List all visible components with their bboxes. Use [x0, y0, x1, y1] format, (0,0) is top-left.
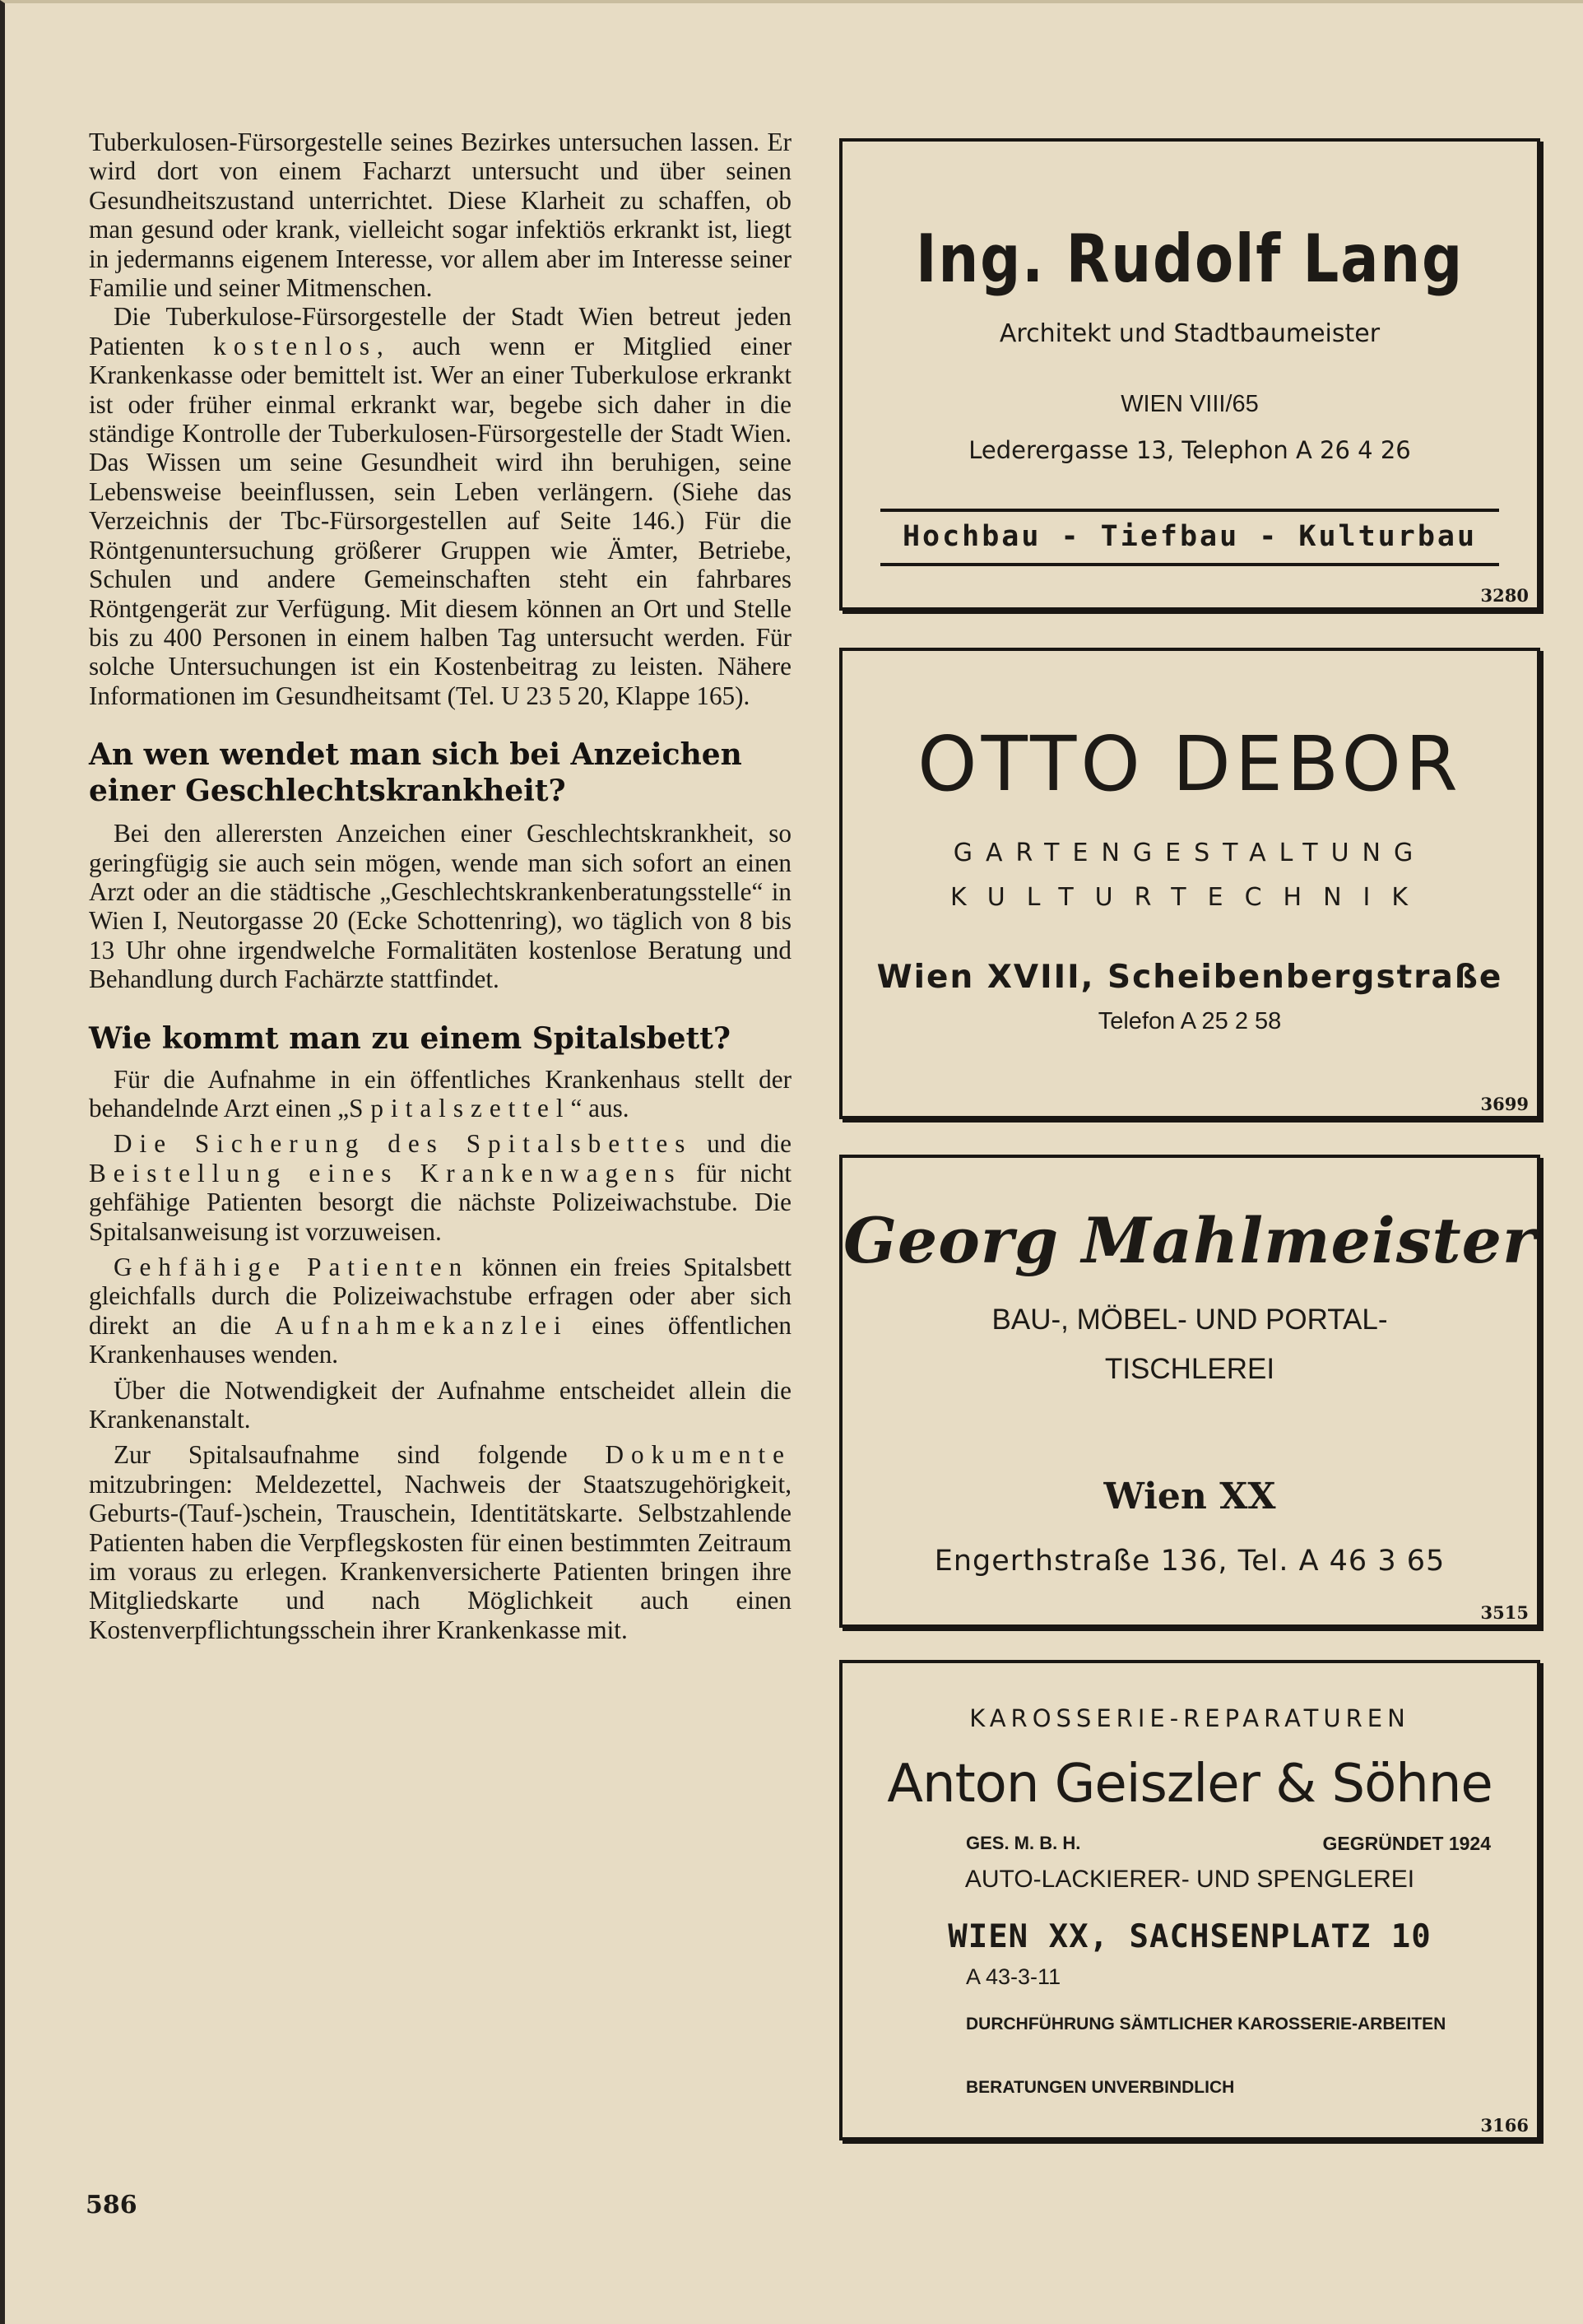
text: Für die Aufnahme in ein öffentliches Krankenhaus stellt der behandelnde Arzt einen „ — [89, 1064, 792, 1122]
ad-lang-address-district: WIEN VIII/65 — [1121, 391, 1259, 417]
ad-number: 3699 — [1480, 1094, 1529, 1114]
heading-hospital-bed: Wie kommt man zu einem Spitalsbett? — [89, 1020, 731, 1056]
ad-geiszler-phone: A 43-3-11 — [966, 1964, 1061, 1989]
ad-mahlmeister-trade-line1: BAU-, MÖBEL- UND PORTAL- — [991, 1304, 1388, 1336]
ad-lang-address-street: Lederergasse 13, Telephon A 26 4 26 — [968, 436, 1411, 464]
text: und die — [692, 1129, 792, 1159]
ad-debor-address: Wien XVIII, Scheibenbergstraße — [876, 959, 1503, 996]
ad-geiszler-advice: BERATUNGEN UNVERBINDLICH — [966, 2078, 1235, 2097]
ad-debor-culture: KULTURTECHNIK — [949, 883, 1430, 912]
emphasis-text: Beistellung eines Krankenwagens — [89, 1158, 682, 1188]
divider — [880, 563, 1499, 566]
ad-lang-name: Ing. Rudolf Lang — [916, 221, 1464, 297]
paragraph-tbc-intro: Tuberkulosen-Fürsorgestelle seines Bezirkes untersuchen lassen. Er wird dort von einem Facharzt untersucht und über seinen Gesundheitszustand unterrichtet. Diese Klarheit zu schaffen, ob man gesund oder krank, vielleicht sogar infektiös erkrankt ist, liegt in jedermanns eigenem Interesse, vor allem aber im Interesse seiner Familie und seiner Mitmenschen. — [89, 128, 792, 303]
text: , auch wenn er Mitglied einer Krankenkasse oder bemittelt ist. Wer an einer Tuberkulose erkrankt ist oder früher einmal erkrankt war, begebe sich daher in die ständige Kontrolle der Tuberkulosen-Fürsorgestelle der Stadt Wien. Das Wissen um seine Gesundheit wird ihn beruhigen, seine Lebensweise beeinflussen, sein Leben verlängern. (Siehe das Verzeichnis der Tbc-Fürsorgestellen auf Seite 146.) Für die Röntgenuntersuchung größerer Gruppen wie Ämter, Betriebe, Schulen und andere Gemeinschaften steht ein fahrbares Röntgengerät zur Verfügung. Mit diesem können an Ort und Stelle bis zu 400 Personen in einem halben Tag untersucht werden. Für solche Untersuchungen ist ein Kostenbeitrag zu leisten. Nähere Informationen im Gesundheitsamt (Tel. U 23 5 20, Klappe 165). — [89, 331, 792, 710]
ad-mahlmeister-trade-line2: TISCHLEREI — [1104, 1353, 1275, 1385]
ad-number: 3166 — [1480, 2115, 1529, 2136]
emphasis-text: Aufnahmekanzlei — [274, 1310, 569, 1340]
ad-geiszler-trade: AUTO-LACKIERER- UND SPENGLEREI — [964, 1866, 1415, 1893]
paragraph-admission — [89, 1065, 792, 1123]
ad-anton-geiszler — [839, 1660, 1540, 2140]
text: eines öffentlichen Krankenhauses wenden. — [89, 1310, 792, 1369]
ad-geiszler-legal: GES. M. B. H. — [966, 1833, 1081, 1853]
ad-number: 3280 — [1480, 585, 1529, 606]
emphasis-text: Spitalszettel — [349, 1093, 571, 1122]
ad-mahlmeister-city: Wien XX — [1103, 1476, 1276, 1518]
text: mitzubringen: Meldezettel, Nachweis der Staatszugehörigkeit, Geburts-(Tauf-)schein, Trauschein, Identitätskarte. Selbstzahlende Patienten haben die Verpflegskosten für einen bestimmten Zeitraum im voraus zu erlegen. Krankenversicherte Patienten bringen ihre Mitgliedskarte und nach Möglichkeit auch einen Kostenverpflichtungsschein ihrer Krankenkasse mit. — [89, 1469, 792, 1644]
ad-rudolf-lang — [839, 138, 1540, 611]
ad-number: 3515 — [1480, 1602, 1529, 1623]
heading-venereal-disease: An wen wendet man sich bei Anzeichen einer Geschlechtskrankheit? — [89, 737, 742, 809]
ad-mahlmeister-trade — [843, 1295, 1537, 1394]
ad-mahlmeister-name: Georg Mahlmeister — [843, 1204, 1536, 1277]
divider — [880, 509, 1499, 512]
ad-debor-gardening: GARTENGESTALTUNG — [953, 839, 1427, 867]
emphasis-text: Die Sicherung des Spitalsbettes — [114, 1129, 693, 1159]
text: für nicht gehfähige Patienten besorgt die nächste Polizeiwachstube. Die Spitalsanweisung ist vorzuweisen. — [89, 1158, 792, 1246]
paragraph-documents — [89, 1440, 792, 1644]
ad-georg-mahlmeister — [839, 1155, 1540, 1628]
article-column — [89, 128, 792, 1644]
ad-mahlmeister-address: Engerthstraße 136, Tel. A 46 3 65 — [934, 1545, 1446, 1578]
text: “ aus. — [570, 1093, 629, 1122]
paragraph-necessity: Über die Notwendigkeit der Aufnahme entscheidet allein die Krankenanstalt. — [89, 1375, 792, 1434]
ad-geiszler-address: WIEN XX, SACHSENPLATZ 10 — [948, 1918, 1432, 1955]
paragraph-bed-securing — [89, 1129, 792, 1246]
text: Die Tuberkulose-Fürsorgestelle der Stadt Wien betreut jeden Patienten — [89, 302, 792, 360]
text: Zur Spitalsaufnahme sind folgende — [114, 1440, 606, 1470]
emphasis-text: kostenlos — [213, 331, 378, 360]
ad-geiszler-service: DURCHFÜHRUNG SÄMTLICHER KAROSSERIE-ARBEITEN — [966, 2015, 1446, 2034]
paragraph-venereal-disease: Bei den allerersten Anzeichen einer Geschlechtskrankheit, so geringfügig sie auch sein mögen, wende man sich sofort an einen Arzt oder an die städtische „Geschlechtskrankenberatungsstelle“ in Wien I, Neutorgasse 20 (Ecke Schottenring), wo täglich von 8 bis 13 Uhr ohne irgendwelche Formalitäten kostenlose Beratung und Behandlung durch Fachärzte stattfindet. — [89, 819, 792, 994]
ad-lang-subtitle: Architekt und Stadtbaumeister — [999, 319, 1381, 348]
emphasis-text: Gehfähige Patienten — [114, 1253, 470, 1281]
paragraph-tbc-care — [89, 302, 792, 710]
text: können ein freies Spitalsbett gleichfalls durch die Polizeiwachstube erfragen oder aber sich direkt an die — [89, 1253, 792, 1340]
emphasis-text: Dokumente — [605, 1440, 792, 1470]
ad-geiszler-name: Anton Geiszler & Söhne — [887, 1754, 1492, 1815]
ad-geiszler-header: KAROSSERIE-REPARATUREN — [969, 1704, 1410, 1732]
ad-debor-name: OTTO DEBOR — [917, 720, 1462, 808]
page-number: 586 — [86, 2191, 137, 2219]
ad-lang-services: Hochbau - Tiefbau - Kulturbau — [902, 520, 1478, 553]
ad-debor-phone: Telefon A 25 2 58 — [1098, 1008, 1282, 1034]
ad-otto-debor — [839, 648, 1540, 1119]
ad-geiszler-founded: GEGRÜNDET 1924 — [1322, 1833, 1491, 1854]
paragraph-walking-patients — [89, 1253, 792, 1369]
